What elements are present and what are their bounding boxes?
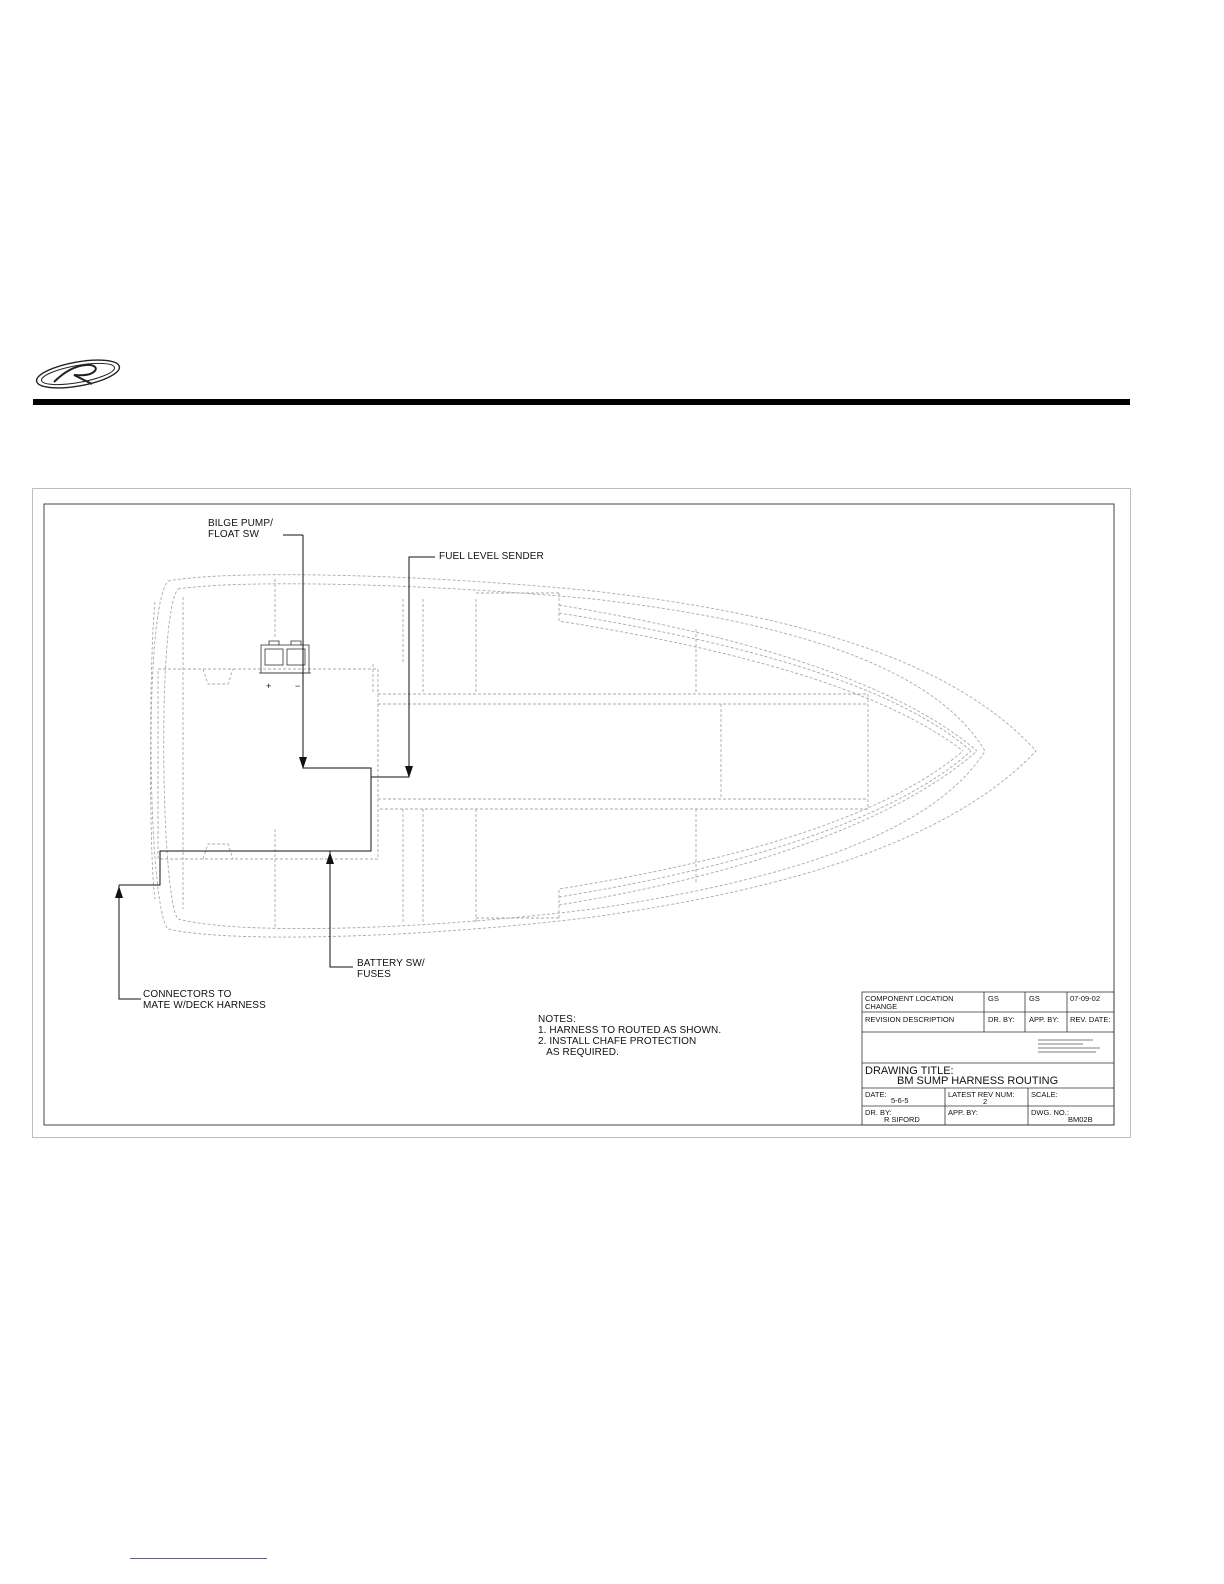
note-item: 1. HARNESS TO ROUTED AS SHOWN. (538, 1025, 722, 1036)
note-item: 2. INSTALL CHAFE PROTECTION (538, 1036, 697, 1047)
brand-logo (34, 358, 122, 390)
tb-dr-by-label: DR. BY: (865, 1108, 892, 1117)
arrow-fuel (405, 766, 413, 778)
tb-header-dr-by: DR. BY: (988, 1015, 1015, 1024)
tb-header-app-by: APP. BY: (1029, 1015, 1059, 1024)
tb-header-revision-description: REVISION DESCRIPTION (865, 1015, 955, 1024)
label-bilge-pump-line1: BILGE PUMP/ (208, 518, 274, 529)
battery-minus-mark: − (295, 681, 301, 691)
header-rule (33, 399, 1130, 405)
tb-revision-line2: CHANGE (865, 1002, 898, 1011)
arrow-bilge (299, 757, 307, 769)
tb-fine-print (1038, 1037, 1108, 1057)
label-battery-sw-line1: BATTERY SW/ (357, 958, 425, 969)
harness-route (119, 535, 435, 999)
note-item: AS REQUIRED. (538, 1047, 619, 1058)
title-block-grid (862, 992, 1114, 1125)
label-bilge-pump (208, 518, 273, 540)
label-connectors-line1: CONNECTORS TO (143, 989, 232, 1000)
hull-outline (151, 575, 1037, 937)
label-battery-sw (357, 958, 425, 980)
arrow-connectors (115, 886, 123, 898)
label-connectors (143, 989, 266, 1011)
tb-scale-label: SCALE: (1031, 1090, 1058, 1099)
notes-heading: NOTES: (538, 1014, 576, 1025)
label-battery-sw-line2: FUSES (357, 969, 391, 980)
tb-header-rev-date: REV. DATE: (1070, 1015, 1111, 1024)
tb-latest-rev-label: LATEST REV NUM: (948, 1090, 1015, 1099)
arrow-battery (326, 852, 334, 864)
label-fuel-level: FUEL LEVEL SENDER (439, 551, 544, 562)
tb-drawing-title-label: DRAWING TITLE: (865, 1065, 954, 1077)
tb-latest-rev-value: 2 (983, 1097, 988, 1106)
tb-revision-description (865, 995, 953, 1011)
tb-drawing-title: BM SUMP HARNESS ROUTING (897, 1075, 1059, 1087)
label-connectors-line2: MATE W/DECK HARNESS (143, 1000, 266, 1011)
footer-link-underline[interactable] (130, 1558, 267, 1559)
tb-dwg-no-label: DWG. NO.: (1031, 1108, 1069, 1117)
notes (538, 1014, 721, 1058)
label-bilge-pump-line2: FLOAT SW (208, 529, 259, 540)
tb-app-by-label: APP. BY: (948, 1108, 978, 1117)
tb-dwg-no-value: BM02B (1068, 1115, 1093, 1124)
battery-plus-mark: + (266, 681, 272, 691)
drawing-sheet (32, 488, 1131, 1138)
tb-dr-by-value: R SIFORD (884, 1115, 920, 1124)
tb-date-value: 5-6-5 (891, 1096, 909, 1105)
tb-revision-dr-by: GS (988, 994, 999, 1003)
tb-date-label: DATE: (865, 1090, 887, 1099)
tb-revision-app-by: GS (1029, 994, 1040, 1003)
tb-revision-line1: COMPONENT LOCATION (865, 994, 954, 1003)
tb-revision-date: 07-09-02 (1070, 994, 1101, 1003)
